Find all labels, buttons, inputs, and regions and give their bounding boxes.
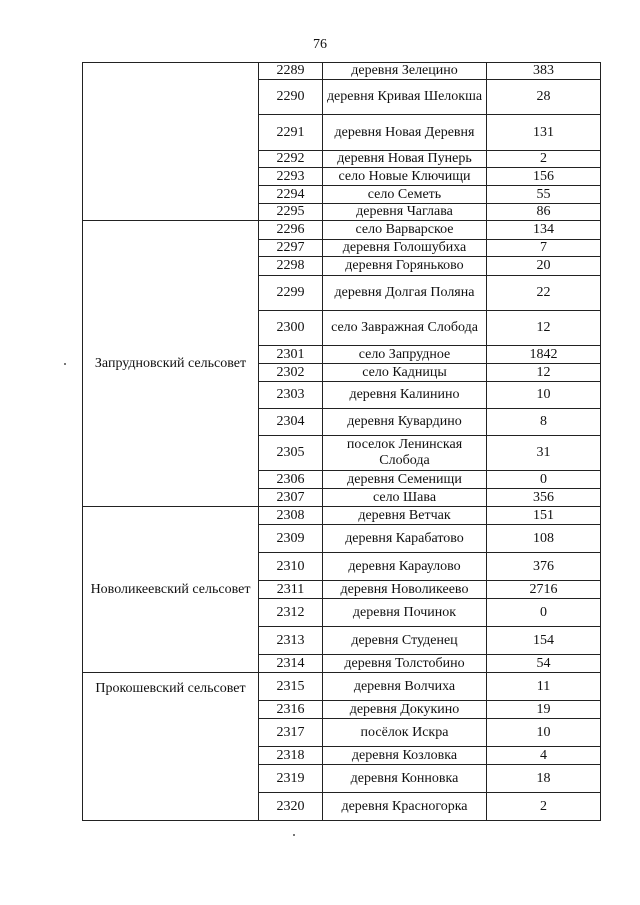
settlement-number-cell: 2296 xyxy=(259,221,323,240)
population-cell: 28 xyxy=(487,80,601,115)
population-cell: 108 xyxy=(487,525,601,553)
settlement-number-cell: 2307 xyxy=(259,489,323,507)
settlement-name-cell: деревня Студенец xyxy=(323,627,487,655)
settlement-number-cell: 2303 xyxy=(259,382,323,409)
settlement-name-cell: деревня Горяньково xyxy=(323,257,487,276)
population-cell: 11 xyxy=(487,673,601,701)
settlement-name-cell: деревня Семенищи xyxy=(323,471,487,489)
settlement-number-cell: 2320 xyxy=(259,793,323,821)
population-cell: 22 xyxy=(487,276,601,311)
scan-speck xyxy=(64,363,66,365)
population-cell: 12 xyxy=(487,311,601,346)
population-cell: 0 xyxy=(487,599,601,627)
settlement-number-cell: 2305 xyxy=(259,436,323,471)
settlement-name-cell: село Завражная Слобода xyxy=(323,311,487,346)
settlement-name-cell: село Кадницы xyxy=(323,364,487,382)
population-cell: 18 xyxy=(487,765,601,793)
district-cell: Запрудновский сельсовет xyxy=(83,221,259,507)
settlement-number-cell: 2317 xyxy=(259,719,323,747)
population-cell: 154 xyxy=(487,627,601,655)
page-number: 76 xyxy=(313,37,327,52)
settlement-number-cell: 2301 xyxy=(259,346,323,364)
population-cell: 131 xyxy=(487,115,601,151)
population-cell: 2716 xyxy=(487,581,601,599)
settlement-number-cell: 2306 xyxy=(259,471,323,489)
settlement-name-cell: деревня Кувардино xyxy=(323,409,487,436)
table-row xyxy=(83,221,601,240)
district-cell: Новоликеевский сельсовет xyxy=(83,507,259,673)
settlement-number-cell: 2299 xyxy=(259,276,323,311)
settlement-name-cell: деревня Голошубиха xyxy=(323,240,487,257)
settlement-number-cell: 2304 xyxy=(259,409,323,436)
population-cell: 20 xyxy=(487,257,601,276)
settlement-number-cell: 2319 xyxy=(259,765,323,793)
settlement-number-cell: 2297 xyxy=(259,240,323,257)
district-cell xyxy=(83,63,259,221)
settlement-name-cell: деревня Караулово xyxy=(323,553,487,581)
settlement-name-cell: деревня Толстобино xyxy=(323,655,487,673)
settlement-number-cell: 2314 xyxy=(259,655,323,673)
population-cell: 55 xyxy=(487,186,601,204)
settlement-number-cell: 2316 xyxy=(259,701,323,719)
settlement-number-cell: 2298 xyxy=(259,257,323,276)
settlement-name-cell: село Запрудное xyxy=(323,346,487,364)
settlement-name-cell: село Семеть xyxy=(323,186,487,204)
settlement-number-cell: 2293 xyxy=(259,168,323,186)
settlement-number-cell: 2291 xyxy=(259,115,323,151)
population-cell: 134 xyxy=(487,221,601,240)
settlement-number-cell: 2290 xyxy=(259,80,323,115)
settlement-number-cell: 2310 xyxy=(259,553,323,581)
population-cell: 156 xyxy=(487,168,601,186)
population-cell: 10 xyxy=(487,382,601,409)
population-cell: 376 xyxy=(487,553,601,581)
population-cell: 19 xyxy=(487,701,601,719)
population-cell: 2 xyxy=(487,793,601,821)
settlement-name-cell: деревня Ветчак xyxy=(323,507,487,525)
scan-speck xyxy=(293,834,295,836)
settlements-table xyxy=(82,62,601,821)
population-cell: 7 xyxy=(487,240,601,257)
settlement-number-cell: 2289 xyxy=(259,63,323,80)
settlement-name-cell: деревня Чаглава xyxy=(323,204,487,221)
settlement-number-cell: 2313 xyxy=(259,627,323,655)
population-cell: 356 xyxy=(487,489,601,507)
settlement-name-cell: деревня Долгая Поляна xyxy=(323,276,487,311)
table-row xyxy=(83,63,601,80)
settlement-name-cell: деревня Докукино xyxy=(323,701,487,719)
population-cell: 10 xyxy=(487,719,601,747)
settlement-name-cell: деревня Калинино xyxy=(323,382,487,409)
settlement-number-cell: 2318 xyxy=(259,747,323,765)
settlement-number-cell: 2302 xyxy=(259,364,323,382)
population-cell: 31 xyxy=(487,436,601,471)
settlement-name-cell: посёлок Искра xyxy=(323,719,487,747)
settlement-name-cell: деревня Новоликеево xyxy=(323,581,487,599)
settlement-name-cell: деревня Козловка xyxy=(323,747,487,765)
settlement-number-cell: 2311 xyxy=(259,581,323,599)
population-cell: 1842 xyxy=(487,346,601,364)
settlement-name-cell: село Шава xyxy=(323,489,487,507)
settlement-name-cell: деревня Новая Деревня xyxy=(323,115,487,151)
settlement-name-cell: село Варварское xyxy=(323,221,487,240)
settlement-name-cell: деревня Конновка xyxy=(323,765,487,793)
population-cell: 2 xyxy=(487,151,601,168)
population-cell: 151 xyxy=(487,507,601,525)
settlement-number-cell: 2292 xyxy=(259,151,323,168)
settlement-name-cell: деревня Починок xyxy=(323,599,487,627)
settlement-name-cell: деревня Кривая Шелокша xyxy=(323,80,487,115)
population-cell: 86 xyxy=(487,204,601,221)
settlement-name-cell: деревня Новая Пунерь xyxy=(323,151,487,168)
settlement-name-cell: поселок Ленинская Слобода xyxy=(323,436,487,471)
population-cell: 12 xyxy=(487,364,601,382)
settlement-name-cell: деревня Карабатово xyxy=(323,525,487,553)
district-cell: Прокошевский сельсовет xyxy=(83,673,259,821)
settlement-name-cell: деревня Волчиха xyxy=(323,673,487,701)
settlement-number-cell: 2312 xyxy=(259,599,323,627)
settlement-number-cell: 2315 xyxy=(259,673,323,701)
population-cell: 8 xyxy=(487,409,601,436)
population-cell: 383 xyxy=(487,63,601,80)
settlement-number-cell: 2295 xyxy=(259,204,323,221)
table-row xyxy=(83,673,601,701)
settlement-number-cell: 2294 xyxy=(259,186,323,204)
population-cell: 0 xyxy=(487,471,601,489)
settlement-number-cell: 2308 xyxy=(259,507,323,525)
settlement-name-cell: деревня Зелецино xyxy=(323,63,487,80)
table-row xyxy=(83,507,601,525)
settlement-number-cell: 2300 xyxy=(259,311,323,346)
settlement-number-cell: 2309 xyxy=(259,525,323,553)
settlements-table-body xyxy=(83,63,601,821)
population-cell: 4 xyxy=(487,747,601,765)
population-cell: 54 xyxy=(487,655,601,673)
settlement-name-cell: село Новые Ключищи xyxy=(323,168,487,186)
settlement-name-cell: деревня Красногорка xyxy=(323,793,487,821)
